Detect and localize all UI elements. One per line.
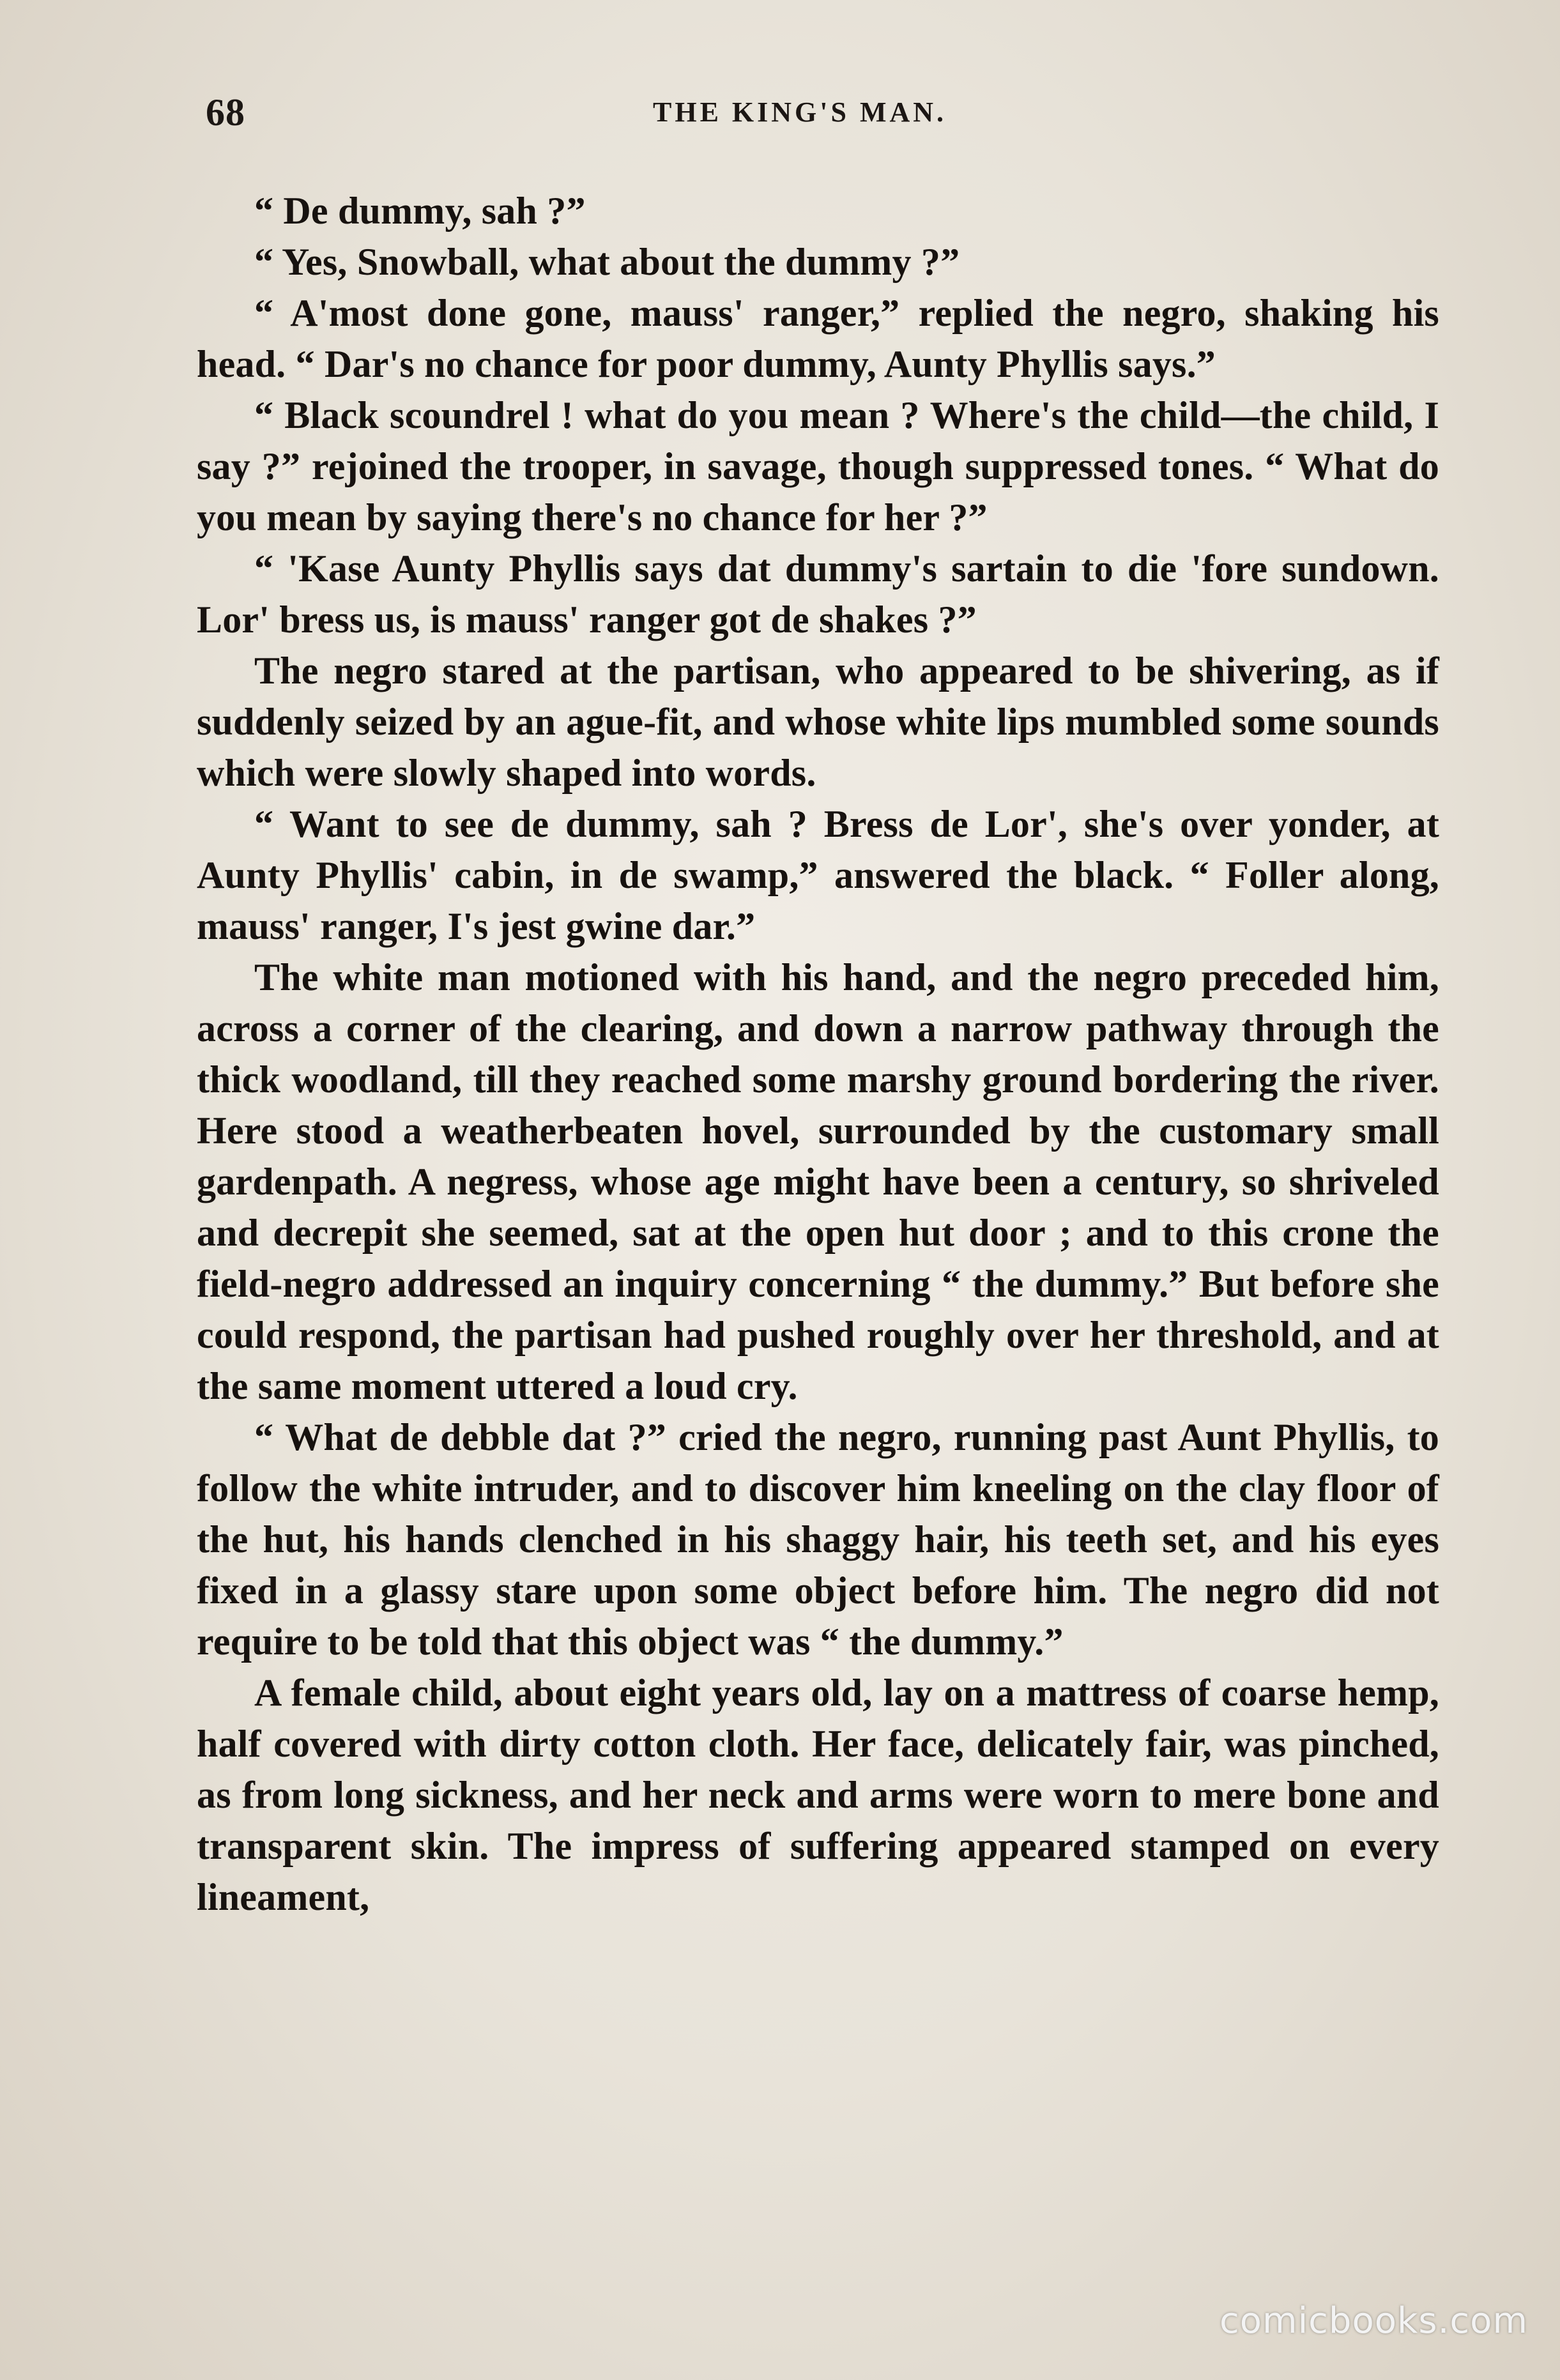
page-number: 68 [206, 91, 245, 133]
paragraph: “ A'most done gone, mauss' ranger,” replied the negro, shaking his head. “ Dar's no chance for poor dummy, Aunty Phyllis says.” [197, 292, 1439, 385]
paragraph: The negro stared at the partisan, who appeared to be shivering, as if suddenly seized by an ague-fit, and whose white lips mumbled some sounds which were slowly shaped into words. [197, 650, 1439, 794]
paragraph: “ De dummy, sah ?” [254, 190, 586, 232]
paragraph: “ Want to see de dummy, sah ? Bress de Lor', she's over yonder, at Aunty Phyllis' cabin, in de swamp,” answered the black. “ Foller along, mauss' ranger, I's jest gwine dar.” [197, 803, 1439, 947]
paragraph: “ Yes, Snowball, what about the dummy ?” [254, 241, 960, 283]
running-head: THE KING'S MAN. [653, 96, 947, 128]
paragraph: “ Black scoundrel ! what do you mean ? Where's the child—the child, I say ?” rejoined the trooper, in savage, though suppressed tones. “ What do you mean by saying there's no chance for her ?” [197, 394, 1439, 538]
page-header [206, 91, 1442, 142]
body-text [197, 185, 1439, 1923]
paragraph: The white man motioned with his hand, and the negro preceded him, across a corner of the clearing, and down a narrow pathway through the thick woodland, till they reached some marshy ground bordering the river. Here stood a weatherbeaten hovel, surrounded by the customary small gardenpath. A negress, whose age might have been a century, so shriveled and decrepit she seemed, sat at the open hut door ; and to this crone the field-negro addressed an inquiry concerning “ the dummy.” But before she could respond, the partisan had pushed roughly over her threshold, and at the same moment uttered a loud cry. [197, 956, 1439, 1407]
paragraph: A female child, about eight years old, lay on a mattress of coarse hemp, half covered with dirty cotton cloth. Her face, delicately fair, was pinched, as from long sickness, and her neck and arms were worn to mere bone and transparent skin. The impress of suffering appeared stamped on every lineament, [197, 1672, 1439, 1918]
paragraph: “ 'Kase Aunty Phyllis says dat dummy's sartain to die 'fore sundown. Lor' bress us, is mauss' ranger got de shakes ?” [197, 547, 1439, 641]
paragraph: “ What de debble dat ?” cried the negro, running past Aunt Phyllis, to follow the white intruder, and to discover him kneeling on the clay floor of the hut, his hands clenched in his shaggy hair, his teeth set, and his eyes fixed in a glassy stare upon some object before him. The negro did not require to be told that this object was “ the dummy.” [197, 1416, 1439, 1663]
watermark: comicbooks.com [1219, 2300, 1528, 2342]
